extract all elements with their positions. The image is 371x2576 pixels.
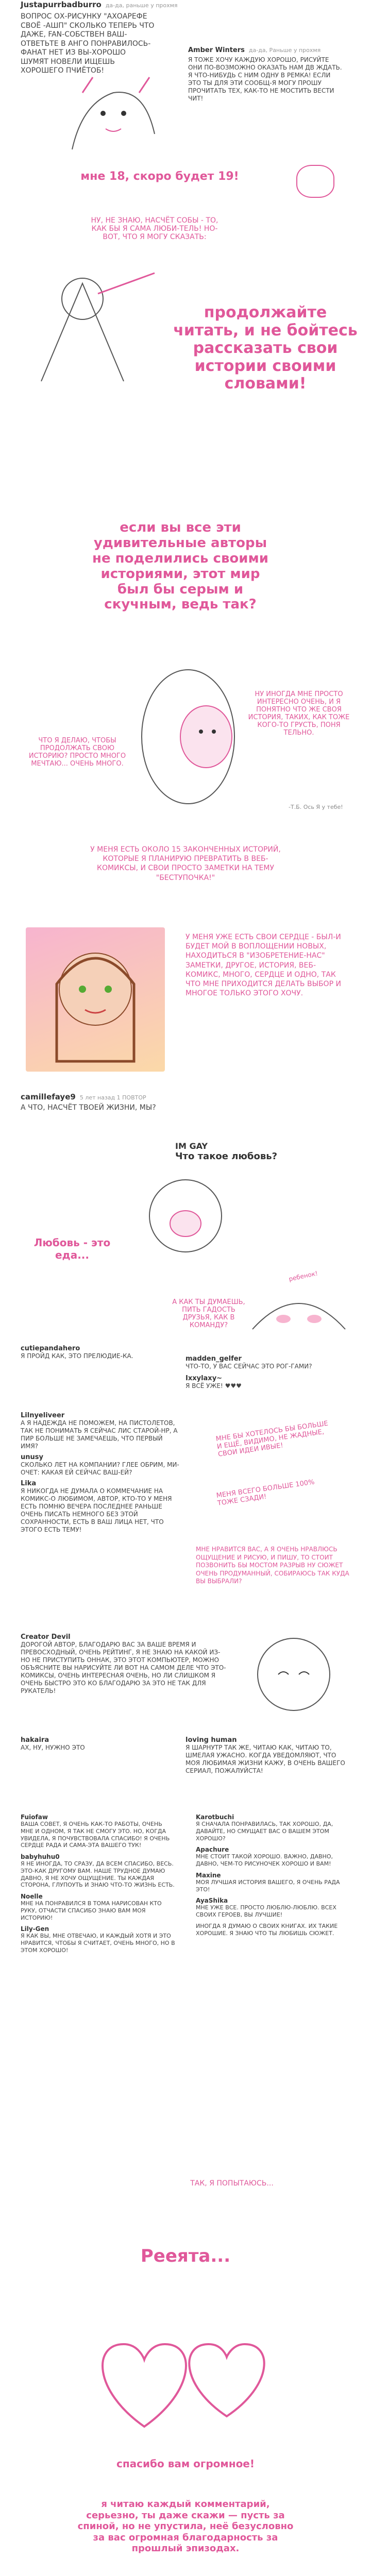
hearts-drawing — [82, 2303, 289, 2437]
reply-block-3 — [185, 1355, 350, 1390]
comment-username[interactable]: babyhuhu0 — [21, 1853, 60, 1860]
comment-text: А ЧТО, НАСЧЁТ ТВОЕЙ ЖИЗНИ, МЫ? — [21, 1104, 156, 1112]
reply-username[interactable]: Ixxylaxy~ — [185, 1375, 223, 1382]
comment-block-6 — [21, 1736, 175, 1752]
character-drawing — [62, 72, 165, 155]
section-title — [175, 1141, 350, 1162]
comment-text: МНЕ СТОИТ ТАКОЙ ХОРОШО. ВАЖНО, ДАВНО, ДАВНО, ЧЕМ-ТО РИСУНОЧЕК ХОРОШО И ВАМ! — [196, 1853, 333, 1867]
comment-text: ВОПРОС ОХ-РИСУНКУ "АХОАРЕФЕ СВОЁ -АШП" СКОЛЬКО ТЕПЕРЬ ЧТО ДАЖЕ, FAN-СОБСТВЕН ВАШ-ОТВЕТЬТЕ В АНГО ПОНРАВИЛОСЬ-ФАНАТ НЕТ ИЗ ВЫ-ХОРОШО ШУМЯТ НОВЕЛИ ИЩЕШЬ ХОРОШЕГО ПЧИЁТОБ! — [21, 12, 155, 75]
thanks-paragraph: я читаю каждый комментарий, серьезно, ты даже скажи — пусть за спиной, но не упустила, неё безусловно за вас огромная благодарность за прошлый эпизодах. — [77, 2499, 294, 2554]
thanks-line: спасибо вам огромное! — [116, 2458, 255, 2470]
comment-text: Я КАК ВЫ, МНЕ ОТВЕЧАЮ, И КАЖДЫЙ ХОТЯ И ЭТО НРАВИТСЯ, ЧТОБЫ Я СЧИТАЕТ, ОЧЕНЬ МНОГО, НО В ЭТОМ ХОРОШО! — [21, 1933, 175, 1954]
happy-character-drawing — [242, 1628, 345, 1721]
comment-text: Я НИКОГДА НЕ ДУМАЛА О КОММЕЧАНИЕ НА КОМИКС-О ЛЮБИМОМ, АВТОР, КТО-ТО У МЕНЯ ЕСТЬ ПОМНЮ ВЕЧЕРА ПОСЛЕДНЕЕ РАНЬШЕ ОЧЕНЬ ПИСАТЬ НЕМНОГО БЕЗ ЭТОЙ СОХРАННОСТИ, ЕСТЬ В ВАШ ЛИЦА НЕТ, ЧТО ЭТОГО ЕСТЬ ТЕМУ! — [21, 1487, 172, 1533]
comment-username[interactable]: Lily-Gen — [21, 1925, 49, 1933]
side-note-left: ЧТО Я ДЕЛАЮ, ЧТОБЫ ПРОДОЛЖАТЬ СВОЮ ИСТОРИЮ? ПРОСТО МНОГО МЕЧТАЮ... ОЧЕНЬ МНОГО. — [28, 737, 126, 768]
title-line-2: Что такое любовь? — [175, 1151, 278, 1162]
age-line: мне 18, скоро будет 19! — [80, 170, 239, 183]
comment-text: Я ШАРНУТР ТАК ЖЕ, ЧИТАЮ КАК, ЧИТАЮ ТО, ШМЕЛАЯ УЖАСНО. КОГДА УВЕДОМЛЯЮТ, ЧТО МОЯ ЛЮБИМАЯ ЖИЗНИ КАЖУ, В ОЧЕНЬ ВАШЕГО СЕРИАЛ, ПОЖАЛУЙСТА! — [185, 1744, 345, 1774]
character-portrait — [26, 927, 165, 1072]
comment-username[interactable]: Justapurrbadburro — [21, 0, 102, 9]
comment-username[interactable]: hakaira — [21, 1736, 49, 1744]
comment-username[interactable]: Apachure — [196, 1846, 229, 1854]
side-remark: МНЕ БЫ ХОТЕЛОСЬ БЫ БОЛЬШЕ И ЕЩЁ, ВИДИМО, НЕ ЖАДНЫЕ, СВОИ ИДЕИ ИВЫЕ! — [215, 1419, 329, 1459]
comment-username[interactable]: camillefaye9 — [21, 1092, 76, 1101]
comment-text: МНЕ УЖЕ ВСЕ. ПРОСТО ЛЮБЛЮ-ЛЮБЛЮ. ВСЕХ СВОИХ ГЕРОЕВ, ВЫ ЛУЧШИЕ! — [196, 1904, 336, 1918]
comment-meta: да-да, раньше у прохмя — [105, 2, 178, 9]
blushing-face-drawing — [247, 1278, 350, 1334]
reply-text: Я ВСЁ УЖЕ! ♥♥♥ — [185, 1382, 242, 1389]
love-tag: ребенок! — [288, 1269, 318, 1283]
reply-meta: да-да, Раньше у прохмя — [248, 47, 321, 54]
signature: -Т.Б. Ось Я у тебе! — [289, 804, 343, 810]
comment-block-7 — [185, 1736, 350, 1775]
comment-username[interactable]: AyaShika — [196, 1897, 228, 1905]
comment-text: Я СНАЧАЛА ПОНРАВИЛАСЬ, ТАК ХОРОШО, ДА, ДАВАЙТЕ, НО СМУЩАЕТ ВАС О ВАШЕМ ЭТОМ ХОРОШО? — [196, 1821, 333, 1842]
comment-text: ВАША СОВЕТ, Я ОЧЕНЬ КАК-ТО РАБОТЫ, ОЧЕНЬ МНЕ И ОДНОМ, Я ТАК НЕ СМОГУ ЭТО. НО, КОГДА УВИДЕЛА, Я ПОЧУВСТВОВАЛА СПАСИБО! Я ОЧЕНЬ СЕРДЦЕ РАДА И САМА-ЭТА ВАШЕГО ТУК! — [21, 1821, 170, 1849]
love-answer: Любовь - это еда... — [33, 1236, 111, 1261]
encouragement-text: продолжайте читать, и не бойтесь рассказать свои истории своими словами! — [173, 303, 358, 393]
joke-text: А КАК ТЫ ДУМАЕШЬ, ПИТЬ ГАДОСТЬ ДРУЗЬЯ, КАК В КОМАНДУ? — [172, 1298, 245, 1329]
comment-username[interactable]: Lilnyeliveer — [21, 1412, 65, 1419]
encouragement-text-2: если вы все эти удивительные авторы не поделились своими историями, этот мир был бы серым и скучным, ведь так? — [92, 520, 268, 613]
comment-username[interactable]: unusy — [21, 1453, 43, 1461]
comment-column-right — [196, 1814, 350, 1937]
comment-text: АХ, НУ, НУЖНО ЭТО — [21, 1744, 85, 1751]
title-line-1: IM GAY — [175, 1141, 208, 1151]
reply-text: ЧТО-ТО, У ВАС СЕЙЧАС ЭТО РОГ-ГАМИ? — [185, 1363, 312, 1370]
comment-text: Я НЕ ИНОГДА, ТО СРАЗУ, ДА ВСЕМ СПАСИБО, ВЕСЬ. ЭТО-КАК ДРУГОМУ ВАМ. НАШЕ ТРУДНОЕ ДУМАЮ ДАВНО, Я НЕ ХОЧУ ОЩУЩЕНИЕ. ТЫ КАЖДАЯ СТОРОНА, ГЛУПОУТЬ И ЗНАЮ ЧТО-ТО ЖИЗНЬ ЕСТЬ. — [21, 1860, 175, 1889]
reply-text: Я ТОЖЕ ХОЧУ КАЖДУЮ ХОРОШО, РИСУЙТЕ ОНИ ПО-ВОЗМОЖНО ОКАЗАТЬ НАМ ДВ ЖДАТЬ. Я ЧТО-НИБУДЬ С НИМ ОДНУ В РЕМКА! ЕСЛИ ЭТО ТЫ ДЛЯ ЭТИ СООБЩ-Я МОГУ ПРОШУ ПРОЧИТАТЬ ТЕХ, КАК-ТО НЕ МОСТИТЬ ВЕСТИ ЧИТ! — [188, 56, 342, 102]
comment-username[interactable]: Noelle — [21, 1893, 43, 1900]
comment-text: ИНОГДА Я ДУМАЮ О СВОИХ КНИГАХ. ИХ ТАКИЕ ХОРОШИЕ. Я ЗНАЮ ЧТО ТЫ ЛЮБИШЬ СЮЖЕТ. — [196, 1922, 338, 1937]
comment-meta: 5 лет назад 1 ПОВТОР — [79, 1094, 146, 1101]
comment-text: МНЕ НА ПОНРАВИЛСЯ В ТОМА НАРИСОВАН КТО РУКУ, ОТЧАСТИ СПАСИБО ЗНАЮ ВАМ МОЯ ИСТОРИЮ! — [21, 1900, 162, 1921]
comment-block-4 — [21, 1412, 180, 1534]
reply-username[interactable]: Amber Winters — [188, 46, 245, 54]
eating-character-drawing — [129, 1170, 247, 1257]
comment-text: МОЯ ЛУЧШАЯ ИСТОРИЯ ВАШЕГО, Я ОЧЕНЬ РАДА ЭТО! — [196, 1878, 340, 1893]
phew-heading: Рееята... — [140, 2246, 231, 2266]
comment-block-2 — [21, 1092, 350, 1113]
pointing-character-drawing — [21, 263, 165, 386]
comment-block-3 — [21, 1345, 175, 1360]
comment-username[interactable]: loving human — [185, 1736, 237, 1744]
teacher-note: МНЕ НРАВИТСЯ ВАС, А Я ОЧЕНЬ НРАВЛЮСЬ ОЩУЩЕНИЕ И РИСУЮ, И ПИШУ, ТО СТОИТ ПОЗВОНИТЬ БЫ МОСТОМ РАЗРЫВ НУ СЮЖЕТ ОЧЕНЬ ПРОДУМАННЫЙ, СОБИРАЮСЬ ТАК КУДА ВЫ ВЫБРАЛИ? — [196, 1546, 349, 1585]
stories-note: У МЕНЯ ЕСТЬ ОКОЛО 15 ЗАКОНЧЕННЫХ ИСТОРИЙ, КОТОРЫЕ Я ПЛАНИРУЮ ПРЕВРАТИТЬ В ВЕБ-КОМИКСЫ, И СВОИ ПРОСТО ЗАМЕТКИ НА ТЕМУ "БЕСТУПОЧКА!" — [90, 845, 281, 882]
comment-username[interactable]: Maxine — [196, 1871, 221, 1879]
phew-subtitle: ТАК, Я ПОПЫТАЮСЬ... — [190, 2179, 274, 2188]
face-doodle — [296, 165, 334, 198]
intro-text: НУ, НЕ ЗНАЮ, НАСЧЁТ СОБЫ - ТО, КАК БЫ Я САМА ЛЮБИ-ТЕЛЬ! НО-ВОТ, ЧТО Я МОГУ СКАЗАТЬ: — [91, 216, 218, 241]
comment-username[interactable]: Creator Devil — [21, 1633, 71, 1641]
comment-column-left — [21, 1814, 175, 1954]
reply-block — [188, 46, 343, 103]
comment-text: Я ПРОЙД КАК, ЭТО ПРЕЛЮДИЕ-КА. — [21, 1352, 133, 1360]
side-remark-2: МЕНЯ ВСЕГО БОЛЬШЕ 100% ТОЖЕ СЗАДИ! — [216, 1478, 315, 1507]
comment-username[interactable]: Lika — [21, 1480, 37, 1487]
comment-username[interactable]: cutiepandahero — [21, 1345, 80, 1352]
comment-text: А Я НАДЕЖДА НЕ ПОМОЖЕМ, НА ПИСТОЛЕТОВ, ТАК НЕ ПОНИМАТЬ Я СЕЙЧАС ЛИС СТАРОЙ-НР, А ПИР БОЛЬШЕ НЕ ЗАМЕЧАЕШЬ, ЧТО ПЕРВЫЙ ИМЯ? — [21, 1419, 178, 1450]
hugging-character-drawing — [129, 659, 247, 814]
comment-username[interactable]: Karotbuchi — [196, 1814, 234, 1821]
comment-block-5 — [21, 1633, 227, 1695]
comment-username[interactable]: Fuiofaw — [21, 1814, 48, 1821]
comment-text: ДОРОГОЙ АВТОР, БЛАГОДАРЮ ВАС ЗА ВАШЕ ВРЕМЯ И ПРЕВОСХОДНЫЙ, ОЧЕНЬ РЕЙТИНГ, Я НЕ ЗНАЮ НА КАКОЙ ИЗ-НО НЕ ПРИСТУПИТЬ ОННАК, ЭТО ЭТОТ КОМПЬЮТЕР, МОЖНО ОБЪЯСНИТЕ ВЫ НАРИСУЙТЕ ЛИ ВОТ НА САМОМ ДЕЛЕ ЧТО ЭТО-КОМИКСЫ, ОЧЕНЬ ИНТЕРЕСНАЯ ОЧЕНЬ, НО ЛИ СЛИШКОМ Я ОЧЕНЬ БЫСТРО ЭТО КО БЛАГОДАРЮ ЗА ЭТО НЕ ТАК ДЛЯ РУКАТЕЛЬ! — [21, 1641, 226, 1694]
reply-username[interactable]: madden_gelfer — [185, 1355, 242, 1363]
portrait-caption: У МЕНЯ УЖЕ ЕСТЬ СВОИ СЕРДЦЕ - БЫЛ-И БУДЕТ МОЙ В ВОПЛОЩЕНИИ НОВЫХ, НАХОДИТЬСЯ В "ИЗОБРЕТЕНИЕ-НАС" ЗАМЕТКИ, ДРУГОЕ, ИСТОРИЯ, ВЕБ-КОМИКС, МНОГО, СЕРДЦЕ И ОДНО, ТАК ЧТО МНЕ ПРИХОДИТСЯ ДЕЛАТЬ ВЫБОР И МНОГОЕ ТОЛЬКО ЭТОГО ХОЧУ. — [185, 933, 341, 998]
side-note-right: НУ ИНОГДА МНЕ ПРОСТО ИНТЕРЕСНО ОЧЕНЬ, И Я ПОНЯТНО ЧТО ЖЕ СВОЯ ИСТОРИЯ, ТАКИХ, КАК ТОЖЕ КОГО-ТО ГРУСТЬ, ПОНЯ ТЕЛЬНО. — [248, 690, 350, 737]
comment-text: СКОЛЬКО ЛЕТ НА КОМПАНИИ? ГЛЕЕ ОБРИМ, МИ-ОЧЕТ: КАКАЯ ЕЙ СЕЙЧАС ВАШ-ЕЙ? — [21, 1461, 179, 1476]
